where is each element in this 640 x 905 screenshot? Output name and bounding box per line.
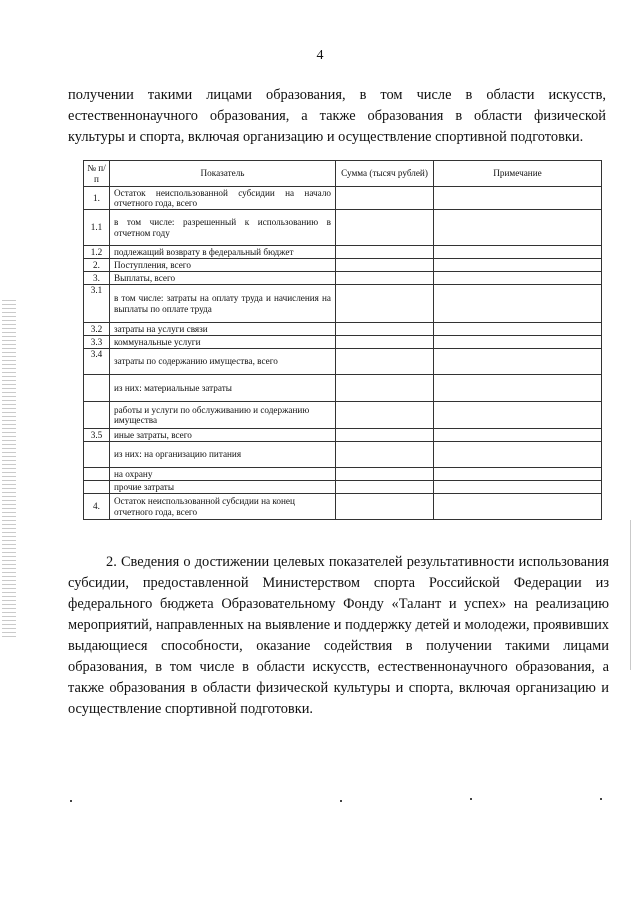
row-num: 3.5 xyxy=(84,429,110,442)
row-sum xyxy=(336,259,434,272)
row-num xyxy=(84,442,110,468)
row-note xyxy=(434,494,602,520)
header-indicator: Показатель xyxy=(110,161,336,187)
row-indicator: Выплаты, всего xyxy=(110,272,336,285)
row-indicator: Остаток неиспользованной субсидии на конец отчетного года, всего xyxy=(110,494,336,520)
row-indicator: иные затраты, всего xyxy=(110,429,336,442)
row-note xyxy=(434,375,602,402)
row-indicator: Остаток неиспользованной субсидии на начало отчетного года, всего xyxy=(110,187,336,210)
row-sum xyxy=(336,375,434,402)
table-row xyxy=(84,429,602,442)
row-note xyxy=(434,349,602,375)
row-note xyxy=(434,272,602,285)
row-num: 3.4 xyxy=(84,349,110,375)
row-indicator: Поступления, всего xyxy=(110,259,336,272)
row-sum xyxy=(336,246,434,259)
row-note xyxy=(434,429,602,442)
row-note xyxy=(434,468,602,481)
row-note xyxy=(434,481,602,494)
row-num xyxy=(84,402,110,429)
row-sum xyxy=(336,210,434,246)
row-indicator: на охрану xyxy=(110,468,336,481)
scan-dot xyxy=(600,798,602,800)
row-sum xyxy=(336,336,434,349)
table-row xyxy=(84,349,602,375)
indicators-table xyxy=(83,160,602,520)
row-note xyxy=(434,187,602,210)
row-note xyxy=(434,285,602,323)
scan-artifact-right-edge xyxy=(630,520,631,670)
row-num: 1.2 xyxy=(84,246,110,259)
intro-paragraph: получении такими лицами образования, в том числе в области искусств, естественнонаучного образования, а также образования в области физической культуры и спорта, включая организацию и осуществление спортивной подготовки. xyxy=(68,87,606,145)
row-sum xyxy=(336,468,434,481)
header-sum: Сумма (тысяч рублей) xyxy=(336,161,434,187)
row-note xyxy=(434,336,602,349)
row-sum xyxy=(336,323,434,336)
row-num: 4. xyxy=(84,494,110,520)
row-indicator: прочие затраты xyxy=(110,481,336,494)
row-note xyxy=(434,246,602,259)
row-indicator: коммунальные услуги xyxy=(110,336,336,349)
header-num: № п/п xyxy=(84,161,110,187)
table-row xyxy=(84,210,602,246)
row-num xyxy=(84,468,110,481)
row-num: 3.3 xyxy=(84,336,110,349)
section2-paragraph: 2. Сведения о достижении целевых показателей результативности использования субсидии, предоставленной Министерством спорта Российской Федерации из федерального бюджета Образовательному Фонду «Талант и успех» на реализацию мероприятий, направленных на выявление и поддержку детей и молодежи, проявивших выдающиеся способности, оказание содействия в получении такими лицами образования, в том числе в области искусств, естественнонаучного образования, а также образования в области физической культуры и спорта, включая организацию и осуществление спортивной подготовки. xyxy=(68,554,609,717)
row-sum xyxy=(336,285,434,323)
scan-dot xyxy=(470,798,472,800)
row-indicator: из них: материальные затраты xyxy=(110,375,336,402)
row-num xyxy=(84,375,110,402)
row-note xyxy=(434,323,602,336)
row-indicator: подлежащий возврату в федеральный бюджет xyxy=(110,246,336,259)
row-sum xyxy=(336,494,434,520)
row-num: 2. xyxy=(84,259,110,272)
row-sum xyxy=(336,187,434,210)
row-indicator: затраты на услуги связи xyxy=(110,323,336,336)
table-row xyxy=(84,336,602,349)
table-row xyxy=(84,323,602,336)
row-sum xyxy=(336,402,434,429)
header-note: Примечание xyxy=(434,161,602,187)
page-number: 4 xyxy=(316,48,324,63)
row-note xyxy=(434,402,602,429)
row-num: 3.1 xyxy=(84,285,110,323)
row-indicator: работы и услуги по обслуживанию и содержанию имущества xyxy=(110,402,336,429)
table-row xyxy=(84,468,602,481)
row-num: 3. xyxy=(84,272,110,285)
table-header-row xyxy=(84,161,602,187)
row-note xyxy=(434,259,602,272)
table-row xyxy=(84,402,602,429)
row-sum xyxy=(336,442,434,468)
table-row xyxy=(84,246,602,259)
table-row xyxy=(84,187,602,210)
table-row xyxy=(84,259,602,272)
table-row xyxy=(84,272,602,285)
row-sum xyxy=(336,481,434,494)
row-sum xyxy=(336,429,434,442)
row-num: 1.1 xyxy=(84,210,110,246)
row-indicator: из них: на организацию питания xyxy=(110,442,336,468)
row-num xyxy=(84,481,110,494)
table-row xyxy=(84,494,602,520)
table-row xyxy=(84,285,602,323)
row-sum xyxy=(336,272,434,285)
row-num: 1. xyxy=(84,187,110,210)
scan-dot xyxy=(70,800,72,802)
row-sum xyxy=(336,349,434,375)
row-indicator: затраты по содержанию имущества, всего xyxy=(110,349,336,375)
row-note xyxy=(434,210,602,246)
row-indicator: в том числе: затраты на оплату труда и начисления на выплаты по оплате труда xyxy=(110,285,336,323)
table-row xyxy=(84,375,602,402)
scan-artifact-left-margin xyxy=(2,300,16,640)
row-num: 3.2 xyxy=(84,323,110,336)
scan-dot xyxy=(340,800,342,802)
row-note xyxy=(434,442,602,468)
table-row xyxy=(84,481,602,494)
row-indicator: в том числе: разрешенный к использованию в отчетном году xyxy=(110,210,336,246)
table-row xyxy=(84,442,602,468)
